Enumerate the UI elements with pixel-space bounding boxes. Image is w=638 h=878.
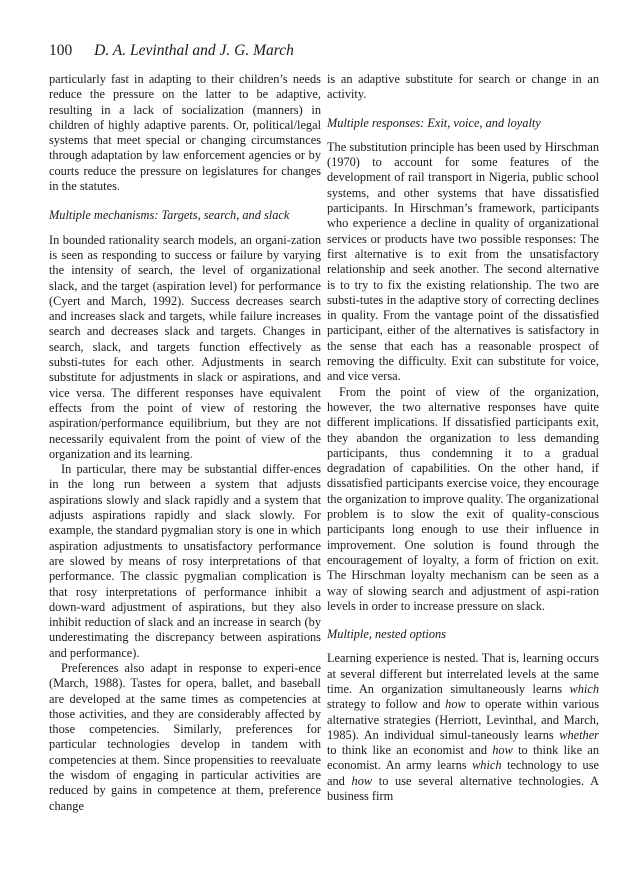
text-run: to operate within various alternative strategies (Herriott, Levinthal, and March, 1985). An individual simul-taneously learns (327, 697, 599, 742)
text-run: technology to use and (327, 758, 599, 788)
paragraph: In particular, there may be substantial differ-ences in the long run between a system that adjusts aspirations slowly and slack rapidly and a system that adjusts aspirations rapidly and slack slowly. For example, the standard pygmalian story is one in which aspiration adjustments to unsatisfactory performance are slowed by means of rosy interpretations of that performance. The classic pygmalian complication is that rosy interpretations of performance inhibit a down-ward adjustment of aspirations, but they also inhibit reduction of slack and an increase in search (by underestimating the discrepancy between aspirations and performance). (49, 462, 321, 660)
text-run: to think like an economist. An army learns (327, 743, 599, 773)
paragraph: particularly fast in adapting to their children’s needs reduce the pressure on the latter to be adaptive, resulting in a lack of socialization (manners) in children of highly adaptive parents. Or, political/legal systems that meet special or changing circumstances through adaptation by law enforcement agencies or by courts reduce the pressure on legislatures for changes in the statutes. (49, 72, 321, 194)
right-column (327, 72, 599, 804)
section-heading: Multiple mechanisms: Targets, search, and slack (49, 208, 290, 223)
section-heading: Multiple, nested options (327, 627, 446, 642)
text-run: Learning experience is nested. That is, learning occurs at several different but interrelated levels at the same time. An organization simultaneously learns (327, 651, 599, 696)
italic-word: which (472, 758, 502, 773)
section-heading: Multiple responses: Exit, voice, and loyalty (327, 115, 541, 130)
text-run: strategy to follow and (327, 697, 446, 712)
paragraph: In bounded rationality search models, an organi-zation is seen as responding to success or failure by varying the intensity of search, the level of organizational slack, and the target (aspiration level) for performance (Cyert and March, 1992). Success decreases search and increases slack and targets, while failure increases search and decreases slack and targets. Changes in search, slack, and targets function effectively as substi-tutes for each other. Adjustments in search substitute for adjustments in slack or aspirations, and vice versa. The different responses have equivalent effects from the point of view of restoring the aspiration/performance equilibrium, but they are not necessarily equivalent from the point of view of the organization and its learning. (49, 232, 321, 461)
paragraph (327, 651, 599, 804)
text-run: to use several alternative technologies. A business firm (327, 773, 599, 804)
italic-word: which (569, 681, 599, 696)
italic-word: how (445, 697, 466, 712)
text-run: to think like an economist and (327, 743, 493, 758)
italic-word: whether (559, 727, 599, 742)
paragraph: Preferences also adapt in response to experi-ence (March, 1988). Tastes for opera, ballet, and baseball are developed at the same times as competencies at those activities, and they are considerably affected by those competencies. Similarly, preferences for particular technologies develop in tandem with competencies at them. Since propensities to reevaluate the wisdom of engaging in particular activities are reduced by gains in competence at them, preference change (49, 660, 321, 813)
italic-word: how (351, 773, 373, 788)
left-column (49, 72, 321, 814)
italic-word: how (492, 743, 513, 758)
running-head-authors: D. A. Levinthal and J. G. March (94, 42, 294, 59)
running-header (49, 42, 294, 60)
paragraph: From the point of view of the organization, however, the two alternative responses have quite different implications. If dissatisfied participants exit, they abandon the organization to less demanding participants, thus condemning it to a gradual degradation of capabilities. On the other hand, if dissatisfied participants exercise voice, they encourage the organization to improve quality. The organizational problem is to slow the exit of quality-conscious participants long enough to use their influence in improvement. One solution is found through the encouragement of loyalty, a form of friction on exit. The Hirschman loyalty mechanism can be seen as a way of slowing search and adjustment of aspi-ration levels in order to increase pressure on slack. (327, 384, 599, 613)
paragraph: is an adaptive substitute for search or change in an activity. (327, 72, 599, 102)
page-number: 100 (49, 42, 73, 59)
paragraph: The substitution principle has been used by Hirschman (1970) to account for some features of the development of rail transport in Nigeria, public school systems, and other systems that have dissatisfied participants. In Hirschman’s framework, participants who experience a decline in quality of organizational services or products have two possible responses: The first alternative is to exit from the unsatisfactory relationship and seek another. The second alternative is to try to fix the existing relationship. The two are substi-tutes in the adaptive story of correcting declines in quality. From the vantage point of the dissatisfied participant, either of the alternatives is satisfactory in the sense that each has a reasonable prospect of removing the difficulty. Exit can substitute for voice, and vice versa. (327, 139, 599, 384)
